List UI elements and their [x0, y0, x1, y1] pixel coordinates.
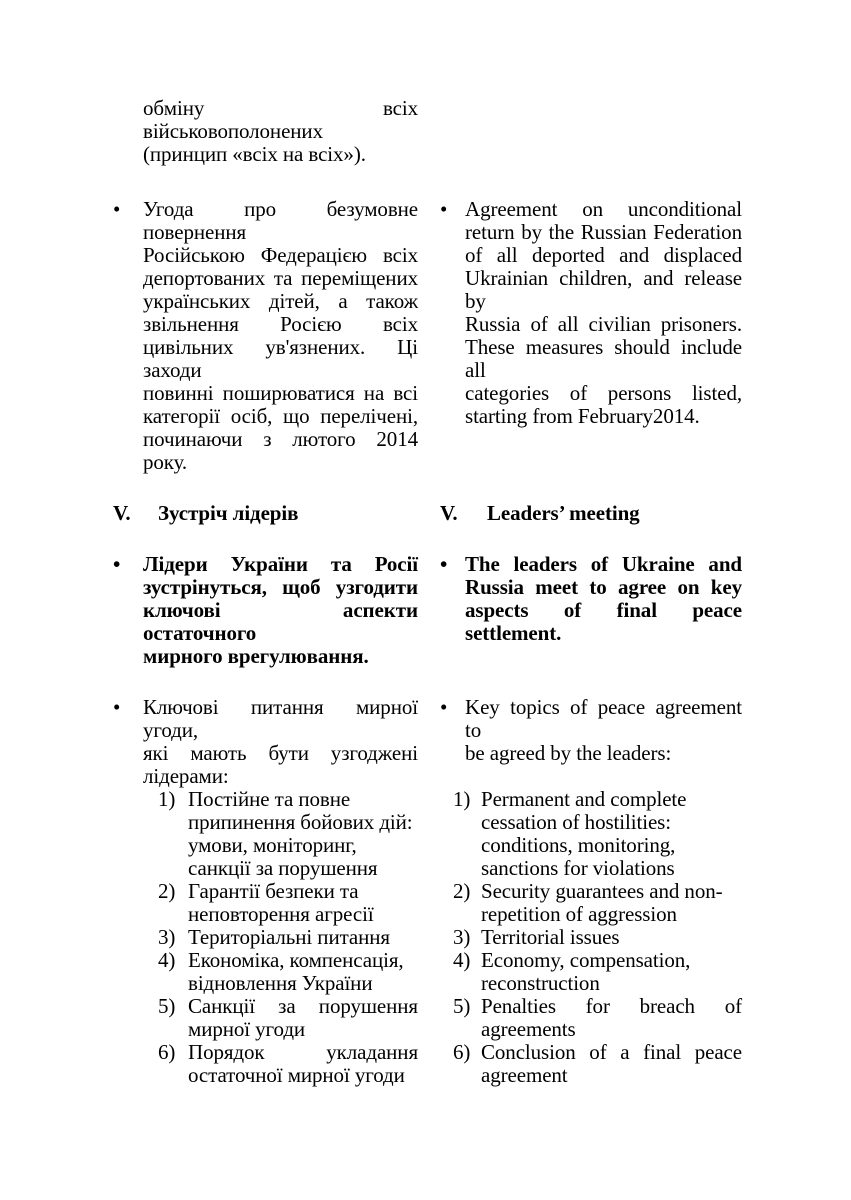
list-item [440, 880, 742, 926]
section-number-ua: V. [113, 501, 131, 525]
list-item [440, 949, 742, 995]
section-heading-en [440, 502, 742, 525]
bullet-item-leaders-en [440, 553, 742, 645]
bullet-icon: • [440, 197, 448, 221]
list-item [113, 995, 418, 1041]
row-continuation [113, 97, 851, 166]
column-ua [113, 97, 418, 166]
column-ua [113, 502, 418, 525]
section-number-en: V. [440, 501, 458, 525]
list-item [440, 926, 742, 949]
list-item [113, 926, 418, 949]
bullet-item-topics-ua [113, 696, 418, 788]
leaders-paragraph-ua: Лідери України та Росії зустрінуться, щоб узгодити ключові аспекти остаточного мирного врегулювання. [143, 552, 418, 668]
section-heading-ua [113, 502, 418, 525]
section-title-en: Leaders’ meeting [487, 501, 640, 525]
bullet-item-return-en [440, 198, 742, 428]
list-item [113, 788, 418, 880]
list-item-number: 6) [158, 1040, 176, 1064]
list-item-number: 5) [453, 994, 471, 1018]
return-paragraph-en: Agreement on unconditional return by the Russian Federation of all deported and displaced Ukrainian children, and release by Russia of all civilian prisoners. These measures should include all categories of persons listed, starting from February2014. [465, 197, 742, 428]
row-return-bullet [113, 198, 851, 474]
list-item [440, 995, 742, 1041]
list-item-text: Security guarantees and non- repetition of aggression [481, 879, 723, 926]
list-item-text: Гарантії безпеки та неповторення агресії [188, 879, 374, 926]
list-item-text: Порядок укладання остаточної мирної угоди [188, 1040, 418, 1087]
list-item-number: 5) [158, 994, 176, 1018]
bullet-icon: • [440, 552, 448, 576]
column-en [440, 696, 742, 788]
column-en [440, 553, 742, 668]
return-paragraph-ua: Угода про безумовне повернення Російською Федерацією всіх депортованих та переміщених українських дітей, а також звільнення Росією всіх цивільних ув'язнених. Ці заходи повинні поширюватися на всі категорії осіб, що перелічені, починаючи з лютого 2014 року. [143, 197, 418, 474]
bullet-icon: • [113, 695, 121, 719]
topics-paragraph-ua: Ключові питання мирної угоди, які мають бути узгоджені лідерами: [143, 695, 418, 788]
continued-paragraph-ua: обміну всіх військовополонених (принцип «всіх на всіх»). [143, 96, 418, 166]
list-item-number: 4) [158, 948, 176, 972]
leaders-paragraph-en: The leaders of Ukraine and Russia meet to agree on key aspects of final peace settlement. [465, 552, 742, 645]
list-item [113, 1041, 418, 1087]
list-item-number: 3) [453, 925, 471, 949]
column-ua [113, 198, 418, 474]
list-item-text: Conclusion of a final peace agreement [481, 1040, 742, 1087]
list-item [440, 788, 742, 880]
row-leaders-bullet [113, 553, 851, 668]
list-item-text: Territorial issues [481, 925, 620, 949]
list-item-number: 1) [453, 787, 471, 811]
list-item-text: Penalties for breach of agreements [481, 994, 742, 1041]
bullet-icon: • [113, 197, 121, 221]
topics-paragraph-en: Key topics of peace agreement to be agreed by the leaders: [465, 695, 742, 765]
bullet-item-return-ua [113, 198, 418, 474]
bullet-item-leaders-ua [113, 553, 418, 668]
bullet-icon: • [113, 552, 121, 576]
list-item-number: 2) [453, 879, 471, 903]
list-item-number: 3) [158, 925, 176, 949]
column-en [440, 502, 742, 525]
column-ua [113, 696, 418, 788]
column-ua [113, 553, 418, 668]
list-item-text: Economy, compensation, reconstruction [481, 948, 691, 995]
bullet-item-topics-en [440, 696, 742, 765]
row-key-topics [113, 696, 851, 788]
column-ua [113, 788, 418, 1087]
list-item [113, 949, 418, 995]
list-item-text: Санкції за порушення мирної угоди [188, 994, 418, 1041]
column-en [440, 97, 742, 166]
list-item [440, 1041, 742, 1087]
list-item-text: Економіка, компенсація, відновлення України [188, 948, 404, 995]
row-numbered-lists [113, 788, 851, 1087]
list-item-number: 4) [453, 948, 471, 972]
row-section-heading [113, 502, 851, 525]
section-title-ua: Зустріч лідерів [158, 501, 299, 525]
list-item [113, 880, 418, 926]
bullet-icon: • [440, 695, 448, 719]
list-item-text: Постійне та повне припинення бойових дій: умови, моніторинг, санкції за порушення [188, 787, 413, 880]
column-en [440, 198, 742, 474]
list-item-text: Територіальні питання [188, 925, 390, 949]
list-item-number: 6) [453, 1040, 471, 1064]
list-item-number: 1) [158, 787, 176, 811]
column-en [440, 788, 742, 1087]
list-item-number: 2) [158, 879, 176, 903]
list-item-text: Permanent and complete cessation of hostilities: conditions, monitoring, sanctions for violations [481, 787, 687, 880]
